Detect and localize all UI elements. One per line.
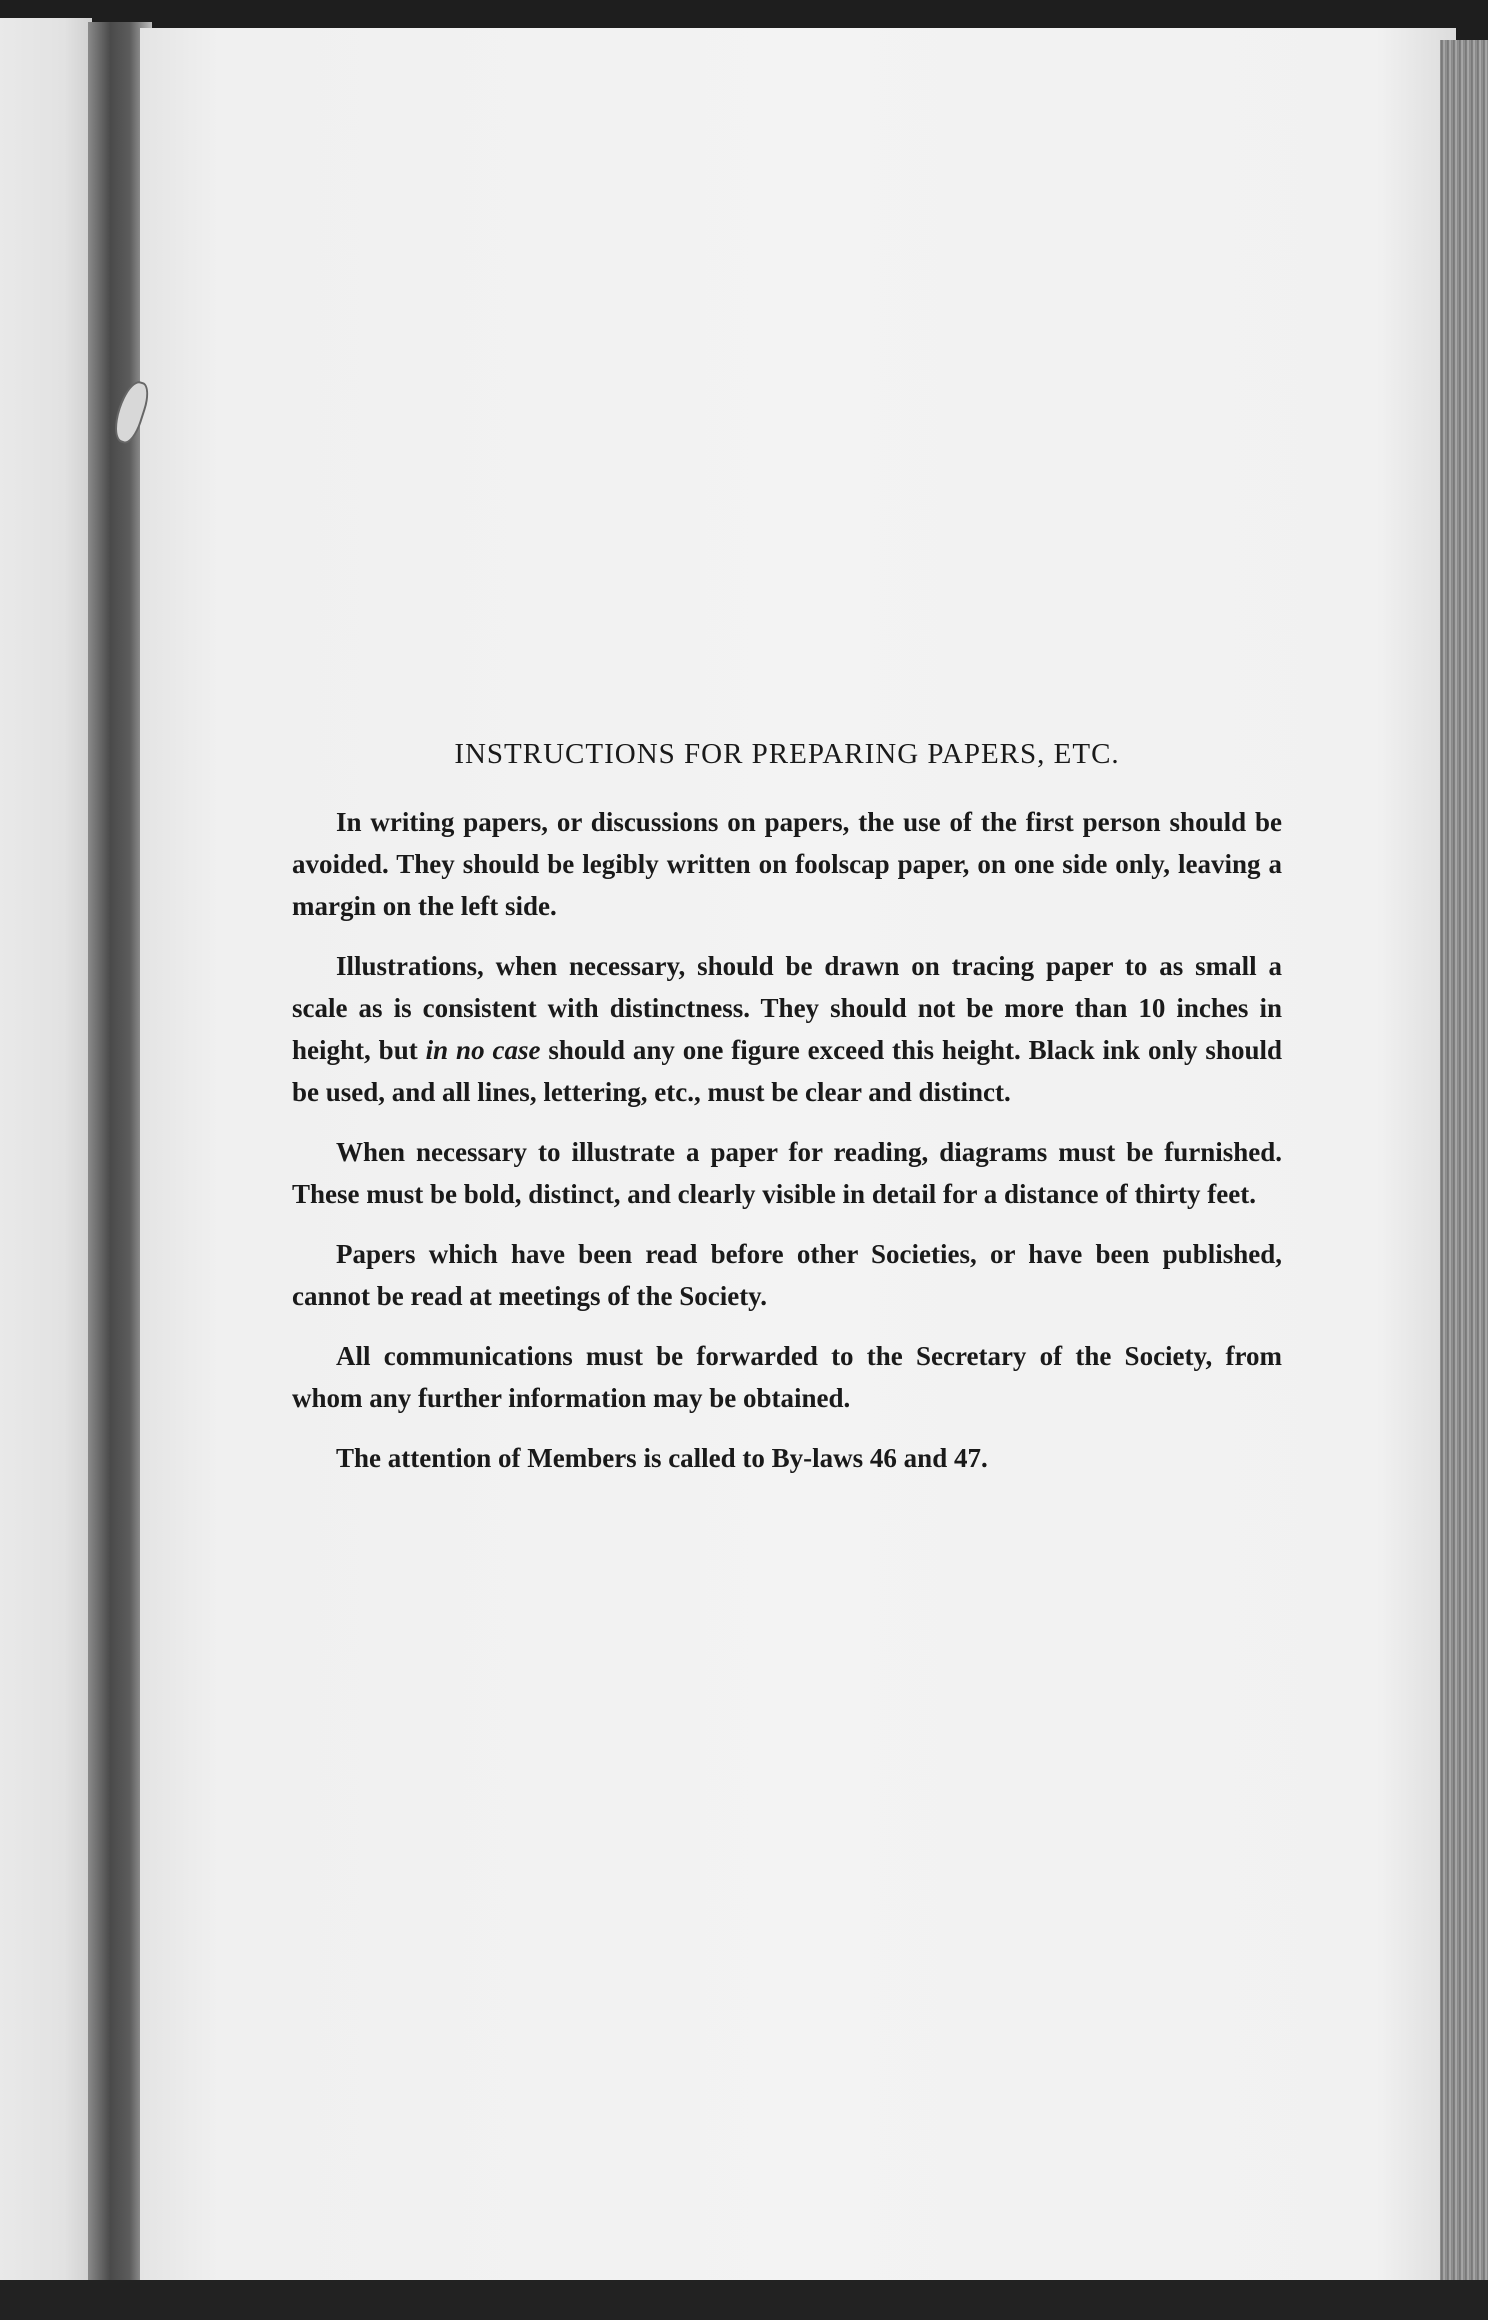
bottom-shadow — [0, 2280, 1488, 2320]
paragraph-communications: All communications must be forwarded to the Secretary of the Society, from whom any further information may be obtained. — [292, 1341, 1282, 1413]
paragraph-previously-read: Papers which have been read before other Societies, or have been published, cannot be read at meetings of the Society. — [292, 1239, 1282, 1311]
paragraph-by-laws: The attention of Members is called to By-laws 46 and 47. — [336, 1443, 988, 1473]
page-heading: INSTRUCTIONS FOR PREPARING PAPERS, ETC. — [454, 738, 1120, 770]
left-facing-page — [0, 18, 92, 2288]
paragraph-illustrations — [292, 945, 1282, 1113]
illustrations-text-end: should any one figure exceed this height. Black ink only should be used, and all lines, lettering, etc., must be clear and distinct. — [292, 1035, 1282, 1107]
paragraph-diagrams: When necessary to illustrate a paper for reading, diagrams must be furnished. These must be bold, distinct, and clearly visible in detail for a distance of thirty feet. — [292, 1137, 1282, 1209]
illustrations-emphasis: in no case — [425, 1035, 541, 1065]
instructions-text-block — [292, 738, 1282, 1497]
illustrations-text-start: Illustrations, when necessary, should be drawn on tracing paper to as small a scale as is consistent with distinctness. They should not be more than 10 inches in height, but — [292, 951, 1282, 1065]
paragraph-writing: In writing papers, or discussions on papers, the use of the first person should be avoided. They should be legibly written on foolscap paper, on one side only, leaving a margin on the left side. — [292, 807, 1282, 921]
page-edge-stack — [1440, 40, 1488, 2280]
